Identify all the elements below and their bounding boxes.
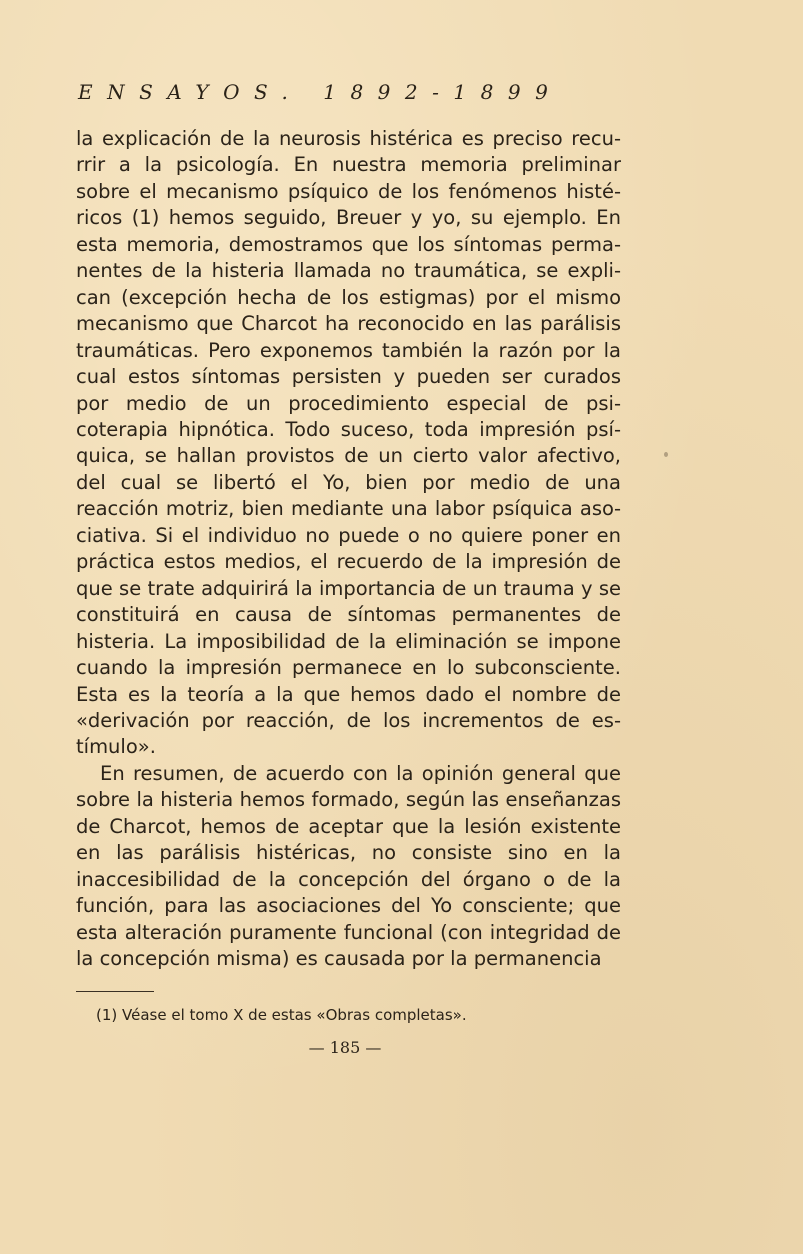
running-head: ENSAYOS. 1892-1899 [78, 80, 563, 104]
paper-speck [664, 452, 668, 457]
footnote-divider [76, 991, 154, 992]
footnote: (1) Véase el tomo X de estas «Obras completas». [96, 1006, 467, 1024]
paragraph-2: En resumen, de acuerdo con la opinión general que sobre la histeria hemos formado, según las enseñanzas de Charcot, hemos de aceptar que la lesión existente en las parálisis histéricas, no consiste sino en la inaccesibilidad de la concepción del órgano o de la función, para las asociaciones del Yo consciente; que esta alteración puramente funcional (con integridad de la concepción misma) es causada por la permanencia [76, 761, 621, 971]
paragraph-1: la explicación de la neurosis histérica es preciso recurrir a la psicología. En nuestra memoria preliminar sobre el mecanismo psíquico de los fenómenos histéricos (1) hemos seguido, Breuer y yo, su ejemplo. En esta memoria, demostramos que los síntomas permanentes de la histeria llamada no traumática, se explican (excepción hecha de los estigmas) por el mismo mecanismo que Charcot ha reconocido en las parálisis traumáticas. Pero exponemos también la razón por la cual estos síntomas persisten y pueden ser curados por medio de un procedimiento especial de psicoterapia hipnótica. Todo suceso, toda impresión psíquica, se hallan provistos de un cierto valor afectivo, del cual se libertó el Yo, bien por medio de una reacción motriz, bien mediante una labor psíquica asociativa. Si el individuo no puede o no quiere poner en práctica estos medios, el recuerdo de la impresión de que se trate adquirirá la importancia de un trauma y se constituirá en causa de síntomas permanentes de histeria. La imposibilidad de la eliminación se impone cuando la impresión permanece en lo subconsciente. Esta es la teoría a la que hemos dado el nombre de «derivación por reacción, de los incrementos de estímulo». [76, 127, 621, 759]
page-number: — 185 — [308, 1038, 382, 1057]
body-text [76, 126, 621, 973]
